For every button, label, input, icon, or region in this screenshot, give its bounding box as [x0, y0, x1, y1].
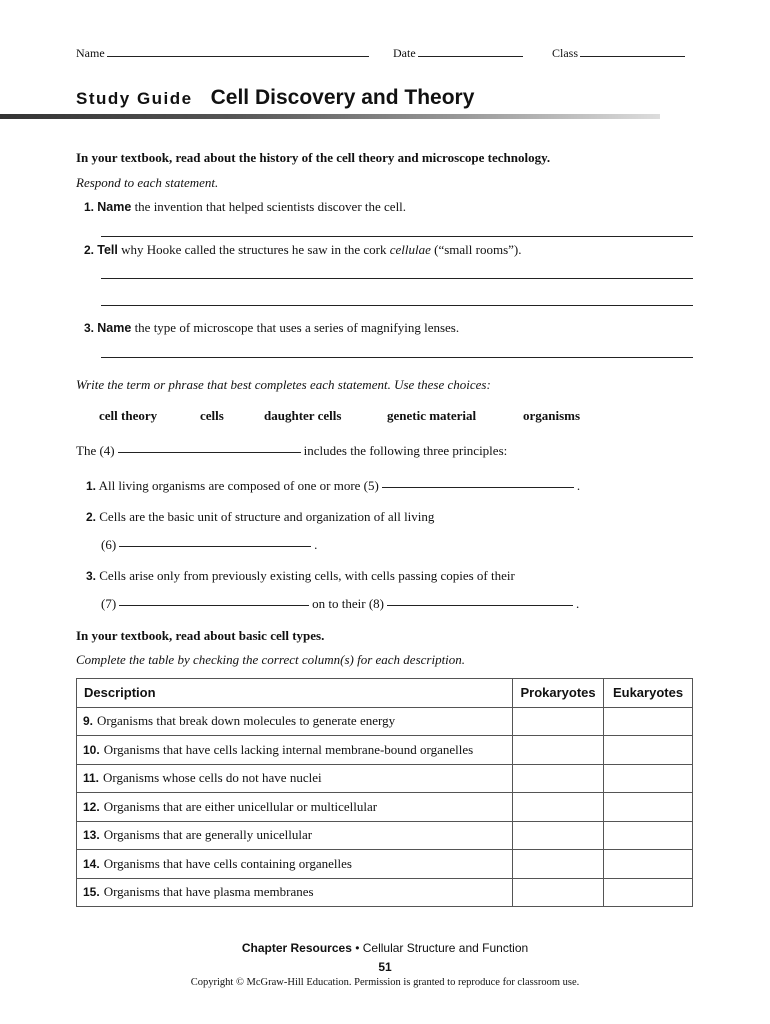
- column-header-eukaryotes: Eukaryotes: [604, 679, 693, 708]
- row-description: 11. Organisms whose cells do not have nuclei: [77, 764, 513, 793]
- row-description: 14. Organisms that have cells containing organelles: [77, 850, 513, 879]
- table-row: [77, 878, 693, 907]
- blank-7[interactable]: [119, 605, 309, 606]
- section1-instruction: Respond to each statement.: [76, 175, 219, 190]
- section1-heading: In your textbook, read about the history of the cell theory and microscope technology.: [76, 150, 551, 165]
- row-description: 13. Organisms that are generally unicellular: [77, 821, 513, 850]
- cell-types-table: [76, 678, 693, 907]
- column-header-description: Description: [77, 679, 513, 708]
- table-header-row: [77, 679, 693, 708]
- question-1: 1. Name the invention that helped scientists discover the cell.: [84, 199, 407, 214]
- principle-1: 1. All living organisms are composed of one or more (5) .: [86, 478, 581, 493]
- statement-4: The (4) includes the following three principles:: [76, 443, 508, 458]
- blank-8[interactable]: [387, 605, 573, 606]
- table-row: [77, 793, 693, 822]
- section3-heading: In your textbook, read about basic cell types.: [76, 628, 325, 643]
- name-label: Name: [76, 46, 105, 60]
- choice-cell-theory: cell theory: [99, 408, 158, 423]
- section3-instruction: Complete the table by checking the correct column(s) for each description.: [76, 652, 466, 667]
- row-description: 12. Organisms that are either unicellular or multicellular: [77, 793, 513, 822]
- column-header-prokaryotes: Prokaryotes: [513, 679, 604, 708]
- row-description: 10. Organisms that have cells lacking internal membrane-bound organelles: [77, 736, 513, 765]
- prokaryotes-check-cell[interactable]: [513, 821, 604, 850]
- prokaryotes-check-cell[interactable]: [513, 764, 604, 793]
- choice-genetic-material: genetic material: [387, 408, 477, 423]
- topic-title: Cell Discovery and Theory: [210, 86, 475, 109]
- choice-organisms: organisms: [523, 408, 581, 423]
- table-row: [77, 850, 693, 879]
- table-row: [77, 707, 693, 736]
- name-field[interactable]: [76, 46, 369, 61]
- eukaryotes-check-cell[interactable]: [604, 850, 693, 879]
- prokaryotes-check-cell[interactable]: [513, 878, 604, 907]
- answer-line-2a[interactable]: [101, 278, 693, 279]
- date-field[interactable]: [393, 46, 523, 61]
- class-field[interactable]: [552, 46, 685, 61]
- page-title: [76, 86, 474, 110]
- table-row: [77, 764, 693, 793]
- series-label: Study Guide: [76, 89, 193, 108]
- chapter-resources-line: Chapter Resources • Cellular Structure and Function: [241, 941, 529, 955]
- page-number: 51: [378, 960, 392, 974]
- eukaryotes-check-cell[interactable]: [604, 821, 693, 850]
- prokaryotes-check-cell[interactable]: [513, 736, 604, 765]
- date-label: Date: [393, 46, 416, 60]
- choice-cells: cells: [200, 408, 224, 423]
- title-rule: [0, 114, 660, 119]
- principle-2: 2. Cells are the basic unit of structure and organization of all living: [86, 509, 435, 524]
- eukaryotes-check-cell[interactable]: [604, 707, 693, 736]
- blank-4[interactable]: [118, 452, 301, 453]
- choice-daughter-cells: daughter cells: [264, 408, 342, 423]
- class-label: Class: [552, 46, 579, 60]
- question-3: 3. Name the type of microscope that uses a series of magnifying lenses.: [84, 320, 460, 335]
- principle-2-blank-line: (6) .: [101, 537, 318, 552]
- prokaryotes-check-cell[interactable]: [513, 707, 604, 736]
- eukaryotes-check-cell[interactable]: [604, 736, 693, 765]
- answer-line-2b[interactable]: [101, 305, 693, 306]
- row-description: 9. Organisms that break down molecules to generate energy: [77, 707, 513, 736]
- prokaryotes-check-cell[interactable]: [513, 850, 604, 879]
- eukaryotes-check-cell[interactable]: [604, 793, 693, 822]
- answer-line-3[interactable]: [101, 357, 693, 358]
- row-description: 15. Organisms that have plasma membranes: [77, 878, 513, 907]
- blank-5[interactable]: [382, 487, 574, 488]
- prokaryotes-check-cell[interactable]: [513, 793, 604, 822]
- table-row: [77, 821, 693, 850]
- table-row: [77, 736, 693, 765]
- question-2: 2. Tell why Hooke called the structures he saw in the cork cellulae (“small rooms”).: [84, 242, 522, 257]
- copyright-notice: Copyright © McGraw-Hill Education. Permission is granted to reproduce for classroom use.: [190, 977, 580, 988]
- eukaryotes-check-cell[interactable]: [604, 764, 693, 793]
- blank-6[interactable]: [119, 546, 311, 547]
- section2-instruction: Write the term or phrase that best completes each statement. Use these choices:: [76, 377, 491, 392]
- answer-line-1[interactable]: [101, 236, 693, 237]
- principle-3-blank-line: (7) on to their (8) .: [101, 596, 580, 611]
- principle-3: 3. Cells arise only from previously existing cells, with cells passing copies of their: [86, 568, 515, 583]
- eukaryotes-check-cell[interactable]: [604, 878, 693, 907]
